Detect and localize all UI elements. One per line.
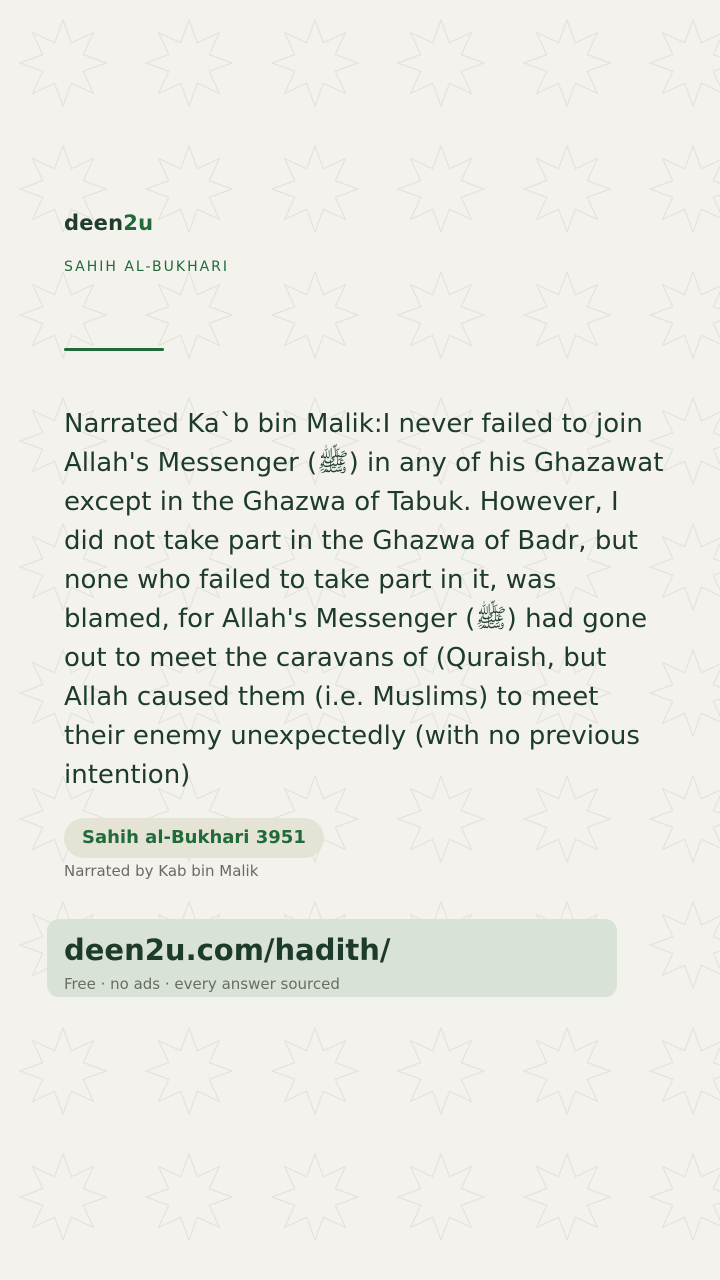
cta-banner[interactable] [47, 919, 617, 997]
brand-name-prefix: deen [64, 211, 124, 235]
cta-tagline: Free · no ads · every answer sourced [64, 975, 340, 993]
collection-label: SAHIH AL-BUKHARI [64, 259, 230, 275]
reference-badge: Sahih al-Bukhari 3951 [64, 818, 324, 858]
hadith-text: Narrated Ka`b bin Malik:I never failed to join Allah's Messenger (ﷺ) in any of his Ghazawat except in the Ghazwa of Tabuk. However, I did not take part in the Ghazwa of Badr, but none who failed to take part in it, was blamed, for Allah's Messenger (ﷺ) had gone out to meet the caravans of (Quraish, but Allah caused them (i.e. Muslims) to meet their enemy unexpectedly (with no previous intention) [64, 409, 664, 790]
narrator-label: Narrated by Kab bin Malik [64, 862, 259, 880]
divider [64, 348, 164, 351]
cta-url-link[interactable]: deen2u.com/hadith/ [64, 933, 391, 967]
brand-name-accent: 2u [123, 211, 154, 235]
brand-logo [64, 211, 153, 235]
